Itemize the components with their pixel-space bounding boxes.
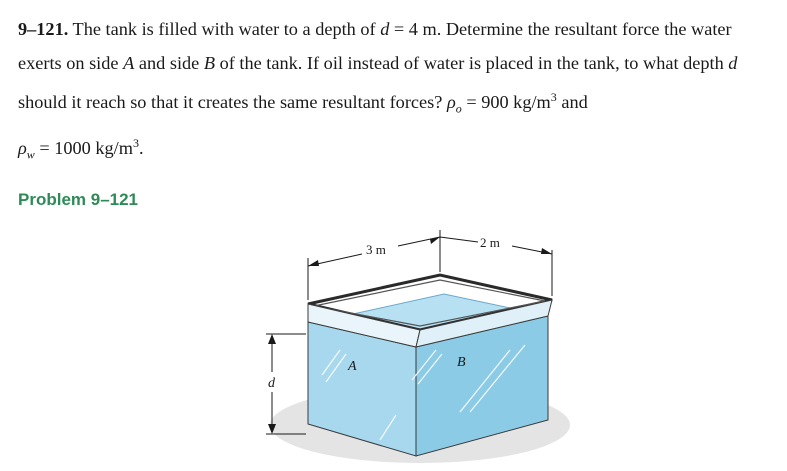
label-side-a: A	[348, 359, 357, 374]
rho-water: $\rho_w$	[18, 137, 35, 162]
var-d-2: d	[728, 53, 738, 73]
arrow-3m-right	[430, 237, 440, 244]
problem-text-and: and	[561, 92, 588, 113]
rho-oil: $\rho_o$	[446, 92, 462, 116]
problem-text-1: The tank is filled with water to a depth of	[72, 19, 376, 39]
label-side-b: B	[457, 355, 466, 370]
dim-3m-label: 3 m	[366, 242, 386, 257]
figure-caption: Problem 9–121	[18, 190, 139, 209]
problem-text-2: = 4 m. Determine the resultant force the water exerts on side	[18, 19, 732, 73]
arrow-d-top	[268, 334, 276, 344]
side-a-ref: A	[123, 53, 135, 73]
arrow-2m-right	[541, 248, 552, 254]
dim-2m-label: 2 m	[480, 235, 500, 250]
arrow-3m-left	[308, 260, 319, 266]
side-b-ref: B	[203, 53, 216, 73]
problem-text-3: and side	[138, 53, 200, 73]
dim-d-label: d	[268, 376, 275, 391]
problem-text-4: of the tank. If oil instead of water is placed in the tank, to what depth	[219, 53, 724, 73]
problem-text-5: should it reach so that it creates the same resultant forces?	[18, 92, 443, 113]
rho-oil-value: = 900 $kg/m^3$	[466, 90, 557, 113]
problem-number: 9–121.	[18, 19, 69, 39]
rho-water-value: = 1000 $kg/m^3$.	[39, 135, 144, 158]
var-d: d	[380, 19, 390, 39]
